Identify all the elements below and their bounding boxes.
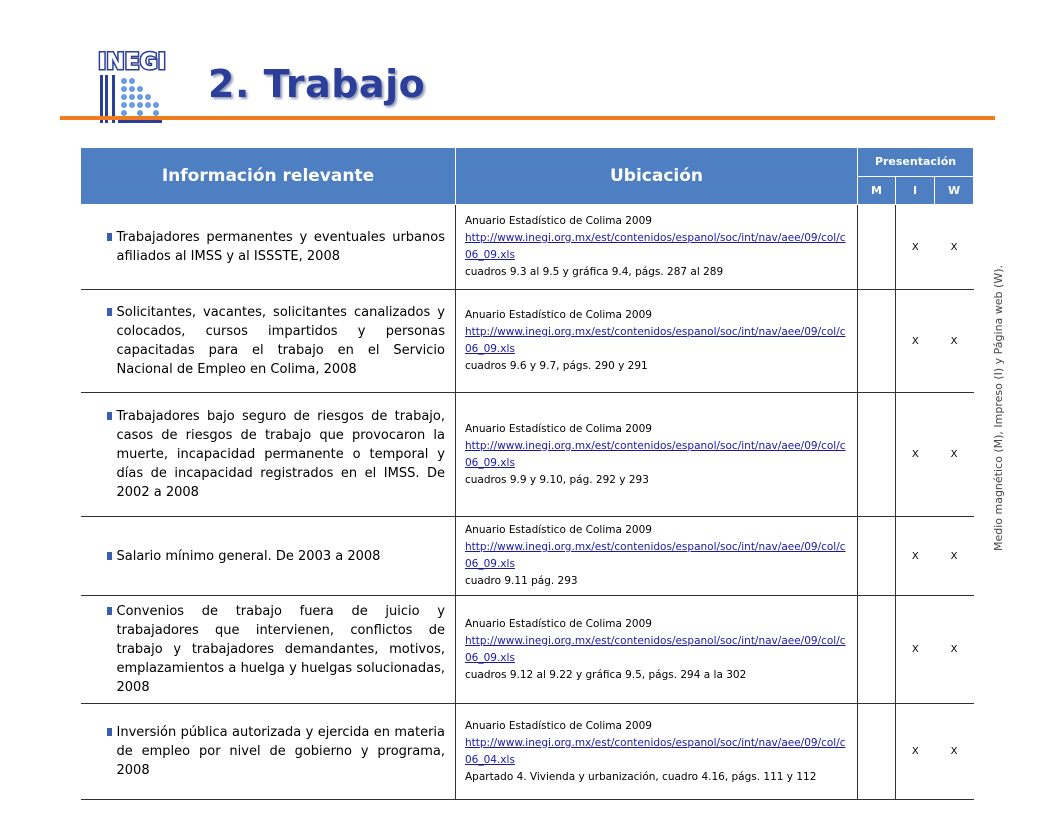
cell-m [858,290,896,393]
bullet-icon [107,308,112,316]
cell-m [858,704,896,800]
header-i: I [896,176,935,205]
logo-text: INEGI [98,50,166,75]
row-detail: cuadros 9.12 al 9.22 y gráfica 9.5, págs. 294 a la 302 [465,668,747,681]
row-detail: cuadro 9.11 pág. 293 [465,575,578,587]
cell-i: X [896,290,935,393]
row-url-link[interactable]: http://www.inegi.org.mx/est/contenidos/espanol/soc/int/nav/aee/09/col/c06_09.xls [465,326,846,355]
bullet-icon [107,728,112,736]
cell-w: X [935,205,974,290]
row-info: Solicitantes, vacantes, solicitantes canalizados y colocados, cursos impartidos y personas capacitadas para el trabajo en el Servicio Nacional de Empleo en Colima, 2008 [116,305,445,377]
cell-i: X [896,704,935,800]
bullet-icon [107,412,112,420]
table-row [81,393,974,517]
cell-m [858,393,896,517]
table-row [81,517,974,596]
header-w: W [935,176,974,205]
row-info: Trabajadores bajo seguro de riesgos de trabajo, casos de riesgos de trabajo que provocaron la muerte, incapacidad permanente o temporal y días de incapacidad registrados en el IMSS. De 2002 a 2008 [116,409,445,500]
cell-i: X [896,517,935,596]
row-info: Trabajadores permanentes y eventuales urbanos afiliados al IMSS y al ISSSTE, 2008 [116,230,445,264]
cell-i: X [896,393,935,517]
row-source: Anuario Estadístico de Colima 2009 [465,617,652,630]
cell-w: X [935,596,974,704]
cell-m [858,596,896,704]
cell-w: X [935,517,974,596]
header-ubicacion: Ubicación [456,148,858,205]
row-url-link[interactable]: http://www.inegi.org.mx/est/contenidos/espanol/soc/int/nav/aee/09/col/c06_09.xls [465,541,846,570]
table-row [81,596,974,704]
row-source: Anuario Estadístico de Colima 2009 [465,309,652,321]
row-source: Anuario Estadístico de Colima 2009 [465,524,652,536]
bullet-icon [107,607,112,615]
table-row [81,205,974,290]
row-url-link[interactable]: http://www.inegi.org.mx/est/contenidos/espanol/soc/int/nav/aee/09/col/c06_04.xls [465,736,846,766]
row-source: Anuario Estadístico de Colima 2009 [465,719,652,732]
cell-i: X [896,596,935,704]
cell-w: X [935,290,974,393]
header-m: M [858,176,896,205]
row-info: Inversión pública autorizada y ejercida en materia de empleo por nivel de gobierno y programa, 2008 [116,725,445,778]
cell-w: X [935,393,974,517]
row-detail: cuadros 9.9 y 9.10, pág. 292 y 293 [465,473,649,486]
row-url-link[interactable]: http://www.inegi.org.mx/est/contenidos/espanol/soc/int/nav/aee/09/col/c06_09.xls [465,232,846,261]
row-url-link[interactable]: http://www.inegi.org.mx/est/contenidos/espanol/soc/int/nav/aee/09/col/c06_09.xls [465,439,846,469]
bullet-icon [107,552,112,560]
cell-i: X [896,205,935,290]
title-underline [60,116,995,120]
presentation-legend-note: Medio magnético (M), Impreso (I) y Página web (W). [992,265,1005,552]
row-detail: cuadros 9.3 al 9.5 y gráfica 9.4, págs. 287 al 289 [465,266,724,278]
cell-m [858,517,896,596]
information-table [80,147,974,800]
row-detail: Apartado 4. Vivienda y urbanización, cuadro 4.16, págs. 111 y 112 [465,770,817,783]
row-info: Salario mínimo general. De 2003 a 2008 [116,548,381,564]
row-source: Anuario Estadístico de Colima 2009 [465,422,652,435]
row-detail: cuadros 9.6 y 9.7, págs. 290 y 291 [465,360,648,372]
row-source: Anuario Estadístico de Colima 2009 [465,215,652,227]
bullet-icon [107,233,112,241]
cell-m [858,205,896,290]
header-presentacion: Presentación [858,148,974,177]
header-info: Información relevante [81,148,456,205]
row-info: Convenios de trabajo fuera de juicio y trabajadores que intervienen, conflictos de trabajo y trabajadores demandantes, motivos, emplazamientos a huelga y huelgas solucionadas, 2008 [116,604,445,695]
row-url-link[interactable]: http://www.inegi.org.mx/est/contenidos/espanol/soc/int/nav/aee/09/col/c06_09.xls [465,634,846,664]
table-row [81,704,974,800]
table-row [81,290,974,393]
inegi-logo [96,47,168,127]
cell-w: X [935,704,974,800]
page-title: 2. Trabajo [208,62,426,106]
